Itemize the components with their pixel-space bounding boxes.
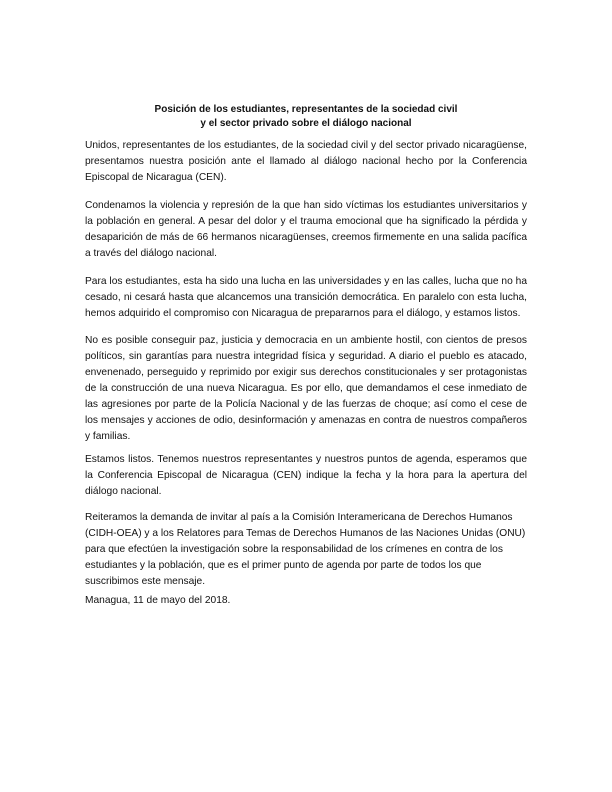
document-title: [85, 103, 527, 131]
paragraph-condemnation: Condenamos la violencia y represión de la que han sido víctimas los estudiantes universitarios y la población en general. A pesar del dolor y el trauma emocional que ha significado la pérdida y desaparición de más de 66 hermanos nicaragüenses, creemos firmemente en una salida pacífica a través del diálogo nacional.: [85, 200, 527, 259]
title-line-2: y el sector privado sobre el diálogo nacional: [200, 118, 412, 129]
paragraph-students-struggle: Para los estudiantes, esta ha sido una lucha en las universidades y en las calles, lucha que no ha cesado, ni cesará hasta que alcancemos una transición democrática. En paralelo con esta lucha, hemos adquirido el compromiso con Nicaragua de prepararnos para el diálogo, y estamos listos.: [85, 276, 527, 319]
paragraph-intro: Unidos, representantes de los estudiantes, de la sociedad civil y del sector privado nicaragüense, presentamos nuestra posición ante el llamado al diálogo nacional hecho por la Conferencia Episcopal de Nicaragua (CEN).: [85, 140, 527, 183]
title-line-1: Posición de los estudiantes, representantes de la sociedad civil: [154, 104, 458, 115]
document-date: Managua, 11 de mayo del 2018.: [85, 595, 231, 606]
paragraph-human-rights: Reiteramos la demanda de invitar al país a la Comisión Interamericana de Derechos Humanos (CIDH-OEA) y a los Relatores para Temas de Derechos Humanos de las Naciones Unidas (ONU) para que efectúen la investigación sobre la responsabilidad de los crímenes en contra de los estudiantes y la población, que es el primer punto de agenda por parte de todos los que suscribimos este mensaje.: [85, 512, 526, 587]
paragraph-ready: Estamos listos. Tenemos nuestros representantes y nuestros puntos de agenda, esperamos que la Conferencia Episcopal de Nicaragua (CEN) indique la fecha y la hora para la apertura del diálogo nacional.: [85, 454, 527, 497]
paragraph-demands: No es posible conseguir paz, justicia y democracia en un ambiente hostil, con cientos de presos políticos, sin garantías para nuestra integridad física y seguridad. A diario el pueblo es atacado, envenenado, perseguido y reprimido por exigir sus derechos constitucionales y ser protagonistas de la construcción de una nueva Nicaragua. Es por ello, que demandamos el cese inmediato de las agresiones por parte de la Policía Nacional y de las fuerzas de choque; así como el cese de los mensajes y acciones de odio, desinformación y amenazas en contra de nuestros compañeros y familias.: [85, 335, 527, 442]
